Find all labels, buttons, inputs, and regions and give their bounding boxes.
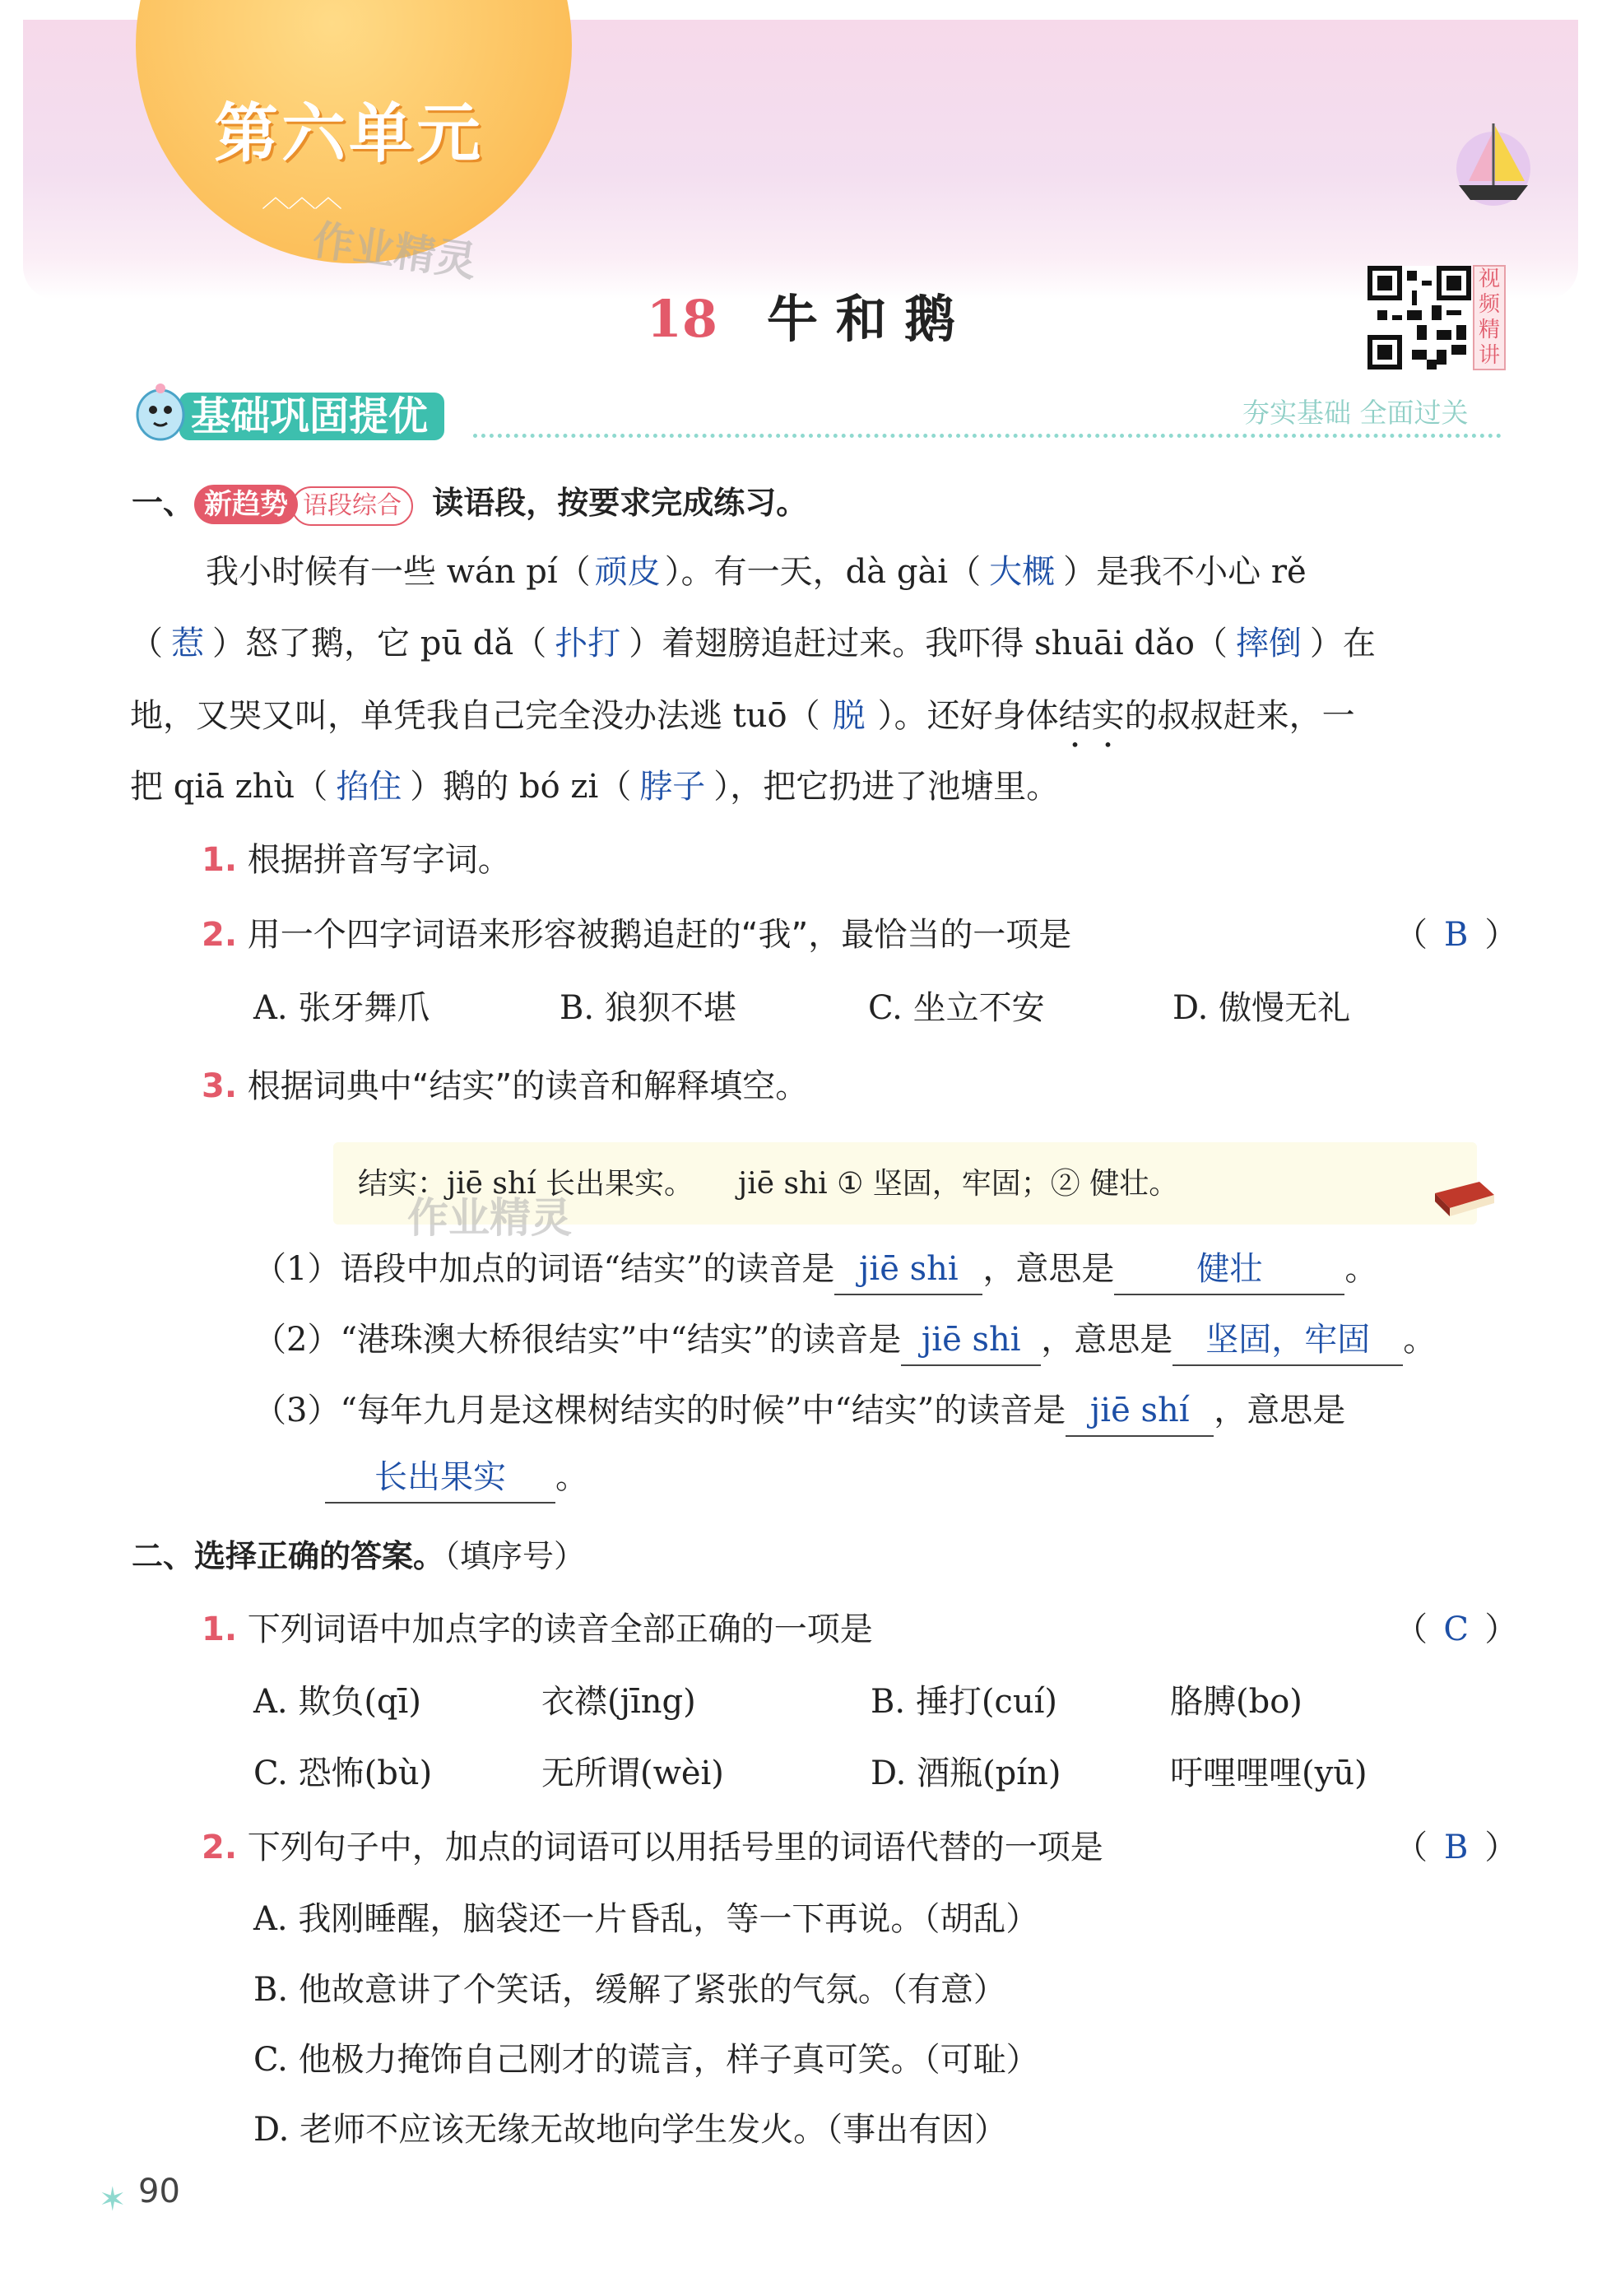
answer-dagai: 大概 xyxy=(989,553,1056,591)
passage-text: ）。还好身体 xyxy=(877,697,1059,735)
option-b: B. 捶打(cuí) xyxy=(871,1683,1057,1721)
video-lecture-label[interactable]: 视频精讲 xyxy=(1473,265,1506,370)
passage-line-4 xyxy=(130,762,1059,811)
fill-text: ，意思是 xyxy=(1214,1392,1346,1429)
wave-decoration: ︿︿︿ xyxy=(262,181,341,214)
question-1-heading xyxy=(132,477,807,526)
fill-text: （2）“港珠澳大桥很结实”中“结实”的读音是 xyxy=(253,1321,902,1359)
dotted-word-jieshi: 结实 xyxy=(1058,697,1125,735)
question-2-note: （填序号） xyxy=(444,1538,586,1574)
option-c: C. 恐怖(bù) xyxy=(253,1755,433,1792)
sub-question-2-1 xyxy=(202,1605,873,1654)
qr-code-icon[interactable] xyxy=(1368,266,1471,369)
fill-1-pinyin-answer: jiē shi xyxy=(834,1244,982,1295)
option-d: D. 傲慢无礼 xyxy=(1172,989,1351,1027)
watermark: 作业精灵 xyxy=(309,216,480,286)
sub-number: 3. xyxy=(202,1067,238,1105)
passage-text: ）在 xyxy=(1309,625,1376,662)
badge-passage: 语段综合 xyxy=(291,486,413,526)
answer-puda: 扑打 xyxy=(555,625,621,662)
passage-text: ）着翅膀追赶过来。我吓得 shuāi dǎo（ xyxy=(629,625,1228,662)
passage-text: （ xyxy=(130,625,163,662)
badge-new-trend: 新趋势 xyxy=(194,485,298,524)
fill-1 xyxy=(253,1244,1377,1295)
fill-3-pinyin-answer: jiē shí xyxy=(1066,1386,1214,1437)
option-c-2: 无所谓(wèi) xyxy=(541,1755,724,1792)
dictionary-entry: 结实：jiē shí 长出果实。 jiē shi ① 坚固，牢固；② 健壮。 xyxy=(358,1167,1179,1201)
fill-text: （3）“每年九月是这棵树结实的时候”中“结实”的读音是 xyxy=(253,1392,1066,1429)
answer-bracket-1-2: （ B ） xyxy=(1395,910,1517,960)
passage-text: 把 qiā zhù（ xyxy=(130,768,328,806)
question-2-title: 选择正确的答案。 xyxy=(194,1538,445,1574)
answer-bracket-2-2: （ B ） xyxy=(1395,1823,1517,1872)
sub-question-1-3 xyxy=(202,1062,808,1111)
answer-qiazhu: 掐住 xyxy=(336,768,402,806)
sub-text: 用一个四字词语来形容被鹅追赶的“我”，最恰当的一项是 xyxy=(247,916,1072,954)
fill-text: 。 xyxy=(555,1458,588,1496)
option-a: A. 张牙舞爪 xyxy=(253,989,430,1027)
passage-text: ）是我不小心 rě xyxy=(1063,553,1307,591)
option-c: C. 坐立不安 xyxy=(868,989,1045,1027)
question-1-instruction: 读语段，按要求完成练习。 xyxy=(432,485,808,521)
passage-text: ）怒了鹅，它 pū dǎ（ xyxy=(212,625,547,662)
passage-text: ）鹅的 bó zi（ xyxy=(410,768,632,806)
answer-bracket-2-1: （ C ） xyxy=(1395,1605,1517,1654)
option-a: A. 欺负(qī) xyxy=(253,1683,421,1721)
option-d-2: 吁哩哩哩(yū) xyxy=(1170,1755,1368,1792)
sub-number: 1. xyxy=(202,1610,238,1648)
dictionary-book-icon xyxy=(1430,1170,1498,1220)
fill-text: ，意思是 xyxy=(982,1250,1115,1288)
answer-tuo: 脱 xyxy=(832,697,866,735)
lesson-name: 牛 和 鹅 xyxy=(767,289,956,349)
mascot-icon xyxy=(132,380,189,443)
option-b-2: 胳膊(bo) xyxy=(1170,1683,1302,1721)
sub-question-1-1 xyxy=(202,835,511,885)
option-a: A. 我刚睡醒，脑袋还一片昏乱，等一下再说。（胡乱） xyxy=(253,1900,1039,1938)
sub-text: 根据词典中“结实”的读音和解释填空。 xyxy=(247,1067,809,1105)
answer-shuaidao: 摔倒 xyxy=(1235,625,1302,662)
answer-re: 惹 xyxy=(171,625,204,662)
question-1-prefix: 一、 xyxy=(132,485,195,521)
option-d: D. 酒瓶(pín) xyxy=(871,1755,1061,1792)
passage-text: 我小时候有一些 wán pí（ xyxy=(206,553,591,591)
fill-3-continued xyxy=(325,1452,588,1504)
answer-wanpi: 顽皮 xyxy=(594,553,661,591)
sub-number: 2. xyxy=(202,1829,238,1866)
fill-text: （1）语段中加点的词语“结实”的读音是 xyxy=(253,1250,835,1288)
passage-line-2 xyxy=(130,619,1376,668)
star-icon: ✶ xyxy=(99,2181,127,2219)
answer-choice: B xyxy=(1444,916,1469,954)
section-tagline: 夯实基础 全面过关 xyxy=(1242,397,1469,429)
fill-text: 。 xyxy=(1403,1321,1437,1359)
answer-choice: C xyxy=(1443,1610,1470,1648)
passage-text: 地，又哭又叫，单凭我自己完全没办法逃 tuō（ xyxy=(130,697,820,735)
sub-number: 1. xyxy=(202,841,238,879)
sub-text: 根据拼音写字词。 xyxy=(247,841,511,879)
fill-text: 。 xyxy=(1344,1250,1378,1288)
sub-text: 下列词语中加点字的读音全部正确的一项是 xyxy=(247,1610,873,1648)
fill-3-meaning-answer: 长出果实 xyxy=(325,1452,555,1504)
passage-text: 的叔叔赶来，一 xyxy=(1124,697,1355,735)
option-a-2: 衣襟(jīng) xyxy=(541,1683,696,1721)
passage-text: ）。有一天，dà gài（ xyxy=(664,553,982,591)
sub-question-1-2 xyxy=(202,910,1071,960)
unit-title: 第六单元 xyxy=(214,97,485,171)
section-title: 基础巩固提优 xyxy=(179,393,444,440)
lesson-title xyxy=(0,278,1602,351)
answer-bozi: 脖子 xyxy=(639,768,706,806)
option-b: B. 狼狈不堪 xyxy=(560,989,736,1027)
fill-2-meaning-answer: 坚固，牢固 xyxy=(1172,1315,1403,1366)
watermark: 作业精灵 xyxy=(407,1194,572,1242)
fill-2-pinyin-answer: jiē shi xyxy=(901,1315,1041,1366)
lesson-number: 18 xyxy=(646,289,718,349)
option-b: B. 他故意讲了个笑话，缓解了紧张的气氛。（有意） xyxy=(253,1971,1006,2009)
option-d: D. 老师不应该无缘无故地向学生发火。（事出有因） xyxy=(253,2111,1008,2149)
section-divider xyxy=(473,434,1502,438)
passage-line-3 xyxy=(130,691,1355,755)
fill-3 xyxy=(253,1386,1345,1437)
question-2-prefix: 二、 xyxy=(132,1538,195,1574)
sub-number: 2. xyxy=(202,916,238,954)
sub-text: 下列句子中，加点的词语可以用括号里的词语代替的一项是 xyxy=(247,1829,1103,1866)
sailboat-icon xyxy=(1444,119,1543,210)
sub-question-2-2 xyxy=(202,1823,1103,1872)
question-2-heading xyxy=(132,1531,585,1576)
fill-text: ，意思是 xyxy=(1041,1321,1173,1359)
fill-1-meaning-answer: 健壮 xyxy=(1114,1244,1344,1295)
passage-line-1 xyxy=(206,547,1307,597)
passage-text: ），把它扔进了池塘里。 xyxy=(713,768,1060,806)
answer-choice: B xyxy=(1444,1829,1469,1866)
fill-2 xyxy=(253,1315,1436,1366)
option-c: C. 他极力掩饰自己刚才的谎言，样子真可笑。（可耻） xyxy=(253,2041,1039,2079)
page-number: 90 xyxy=(138,2173,180,2210)
